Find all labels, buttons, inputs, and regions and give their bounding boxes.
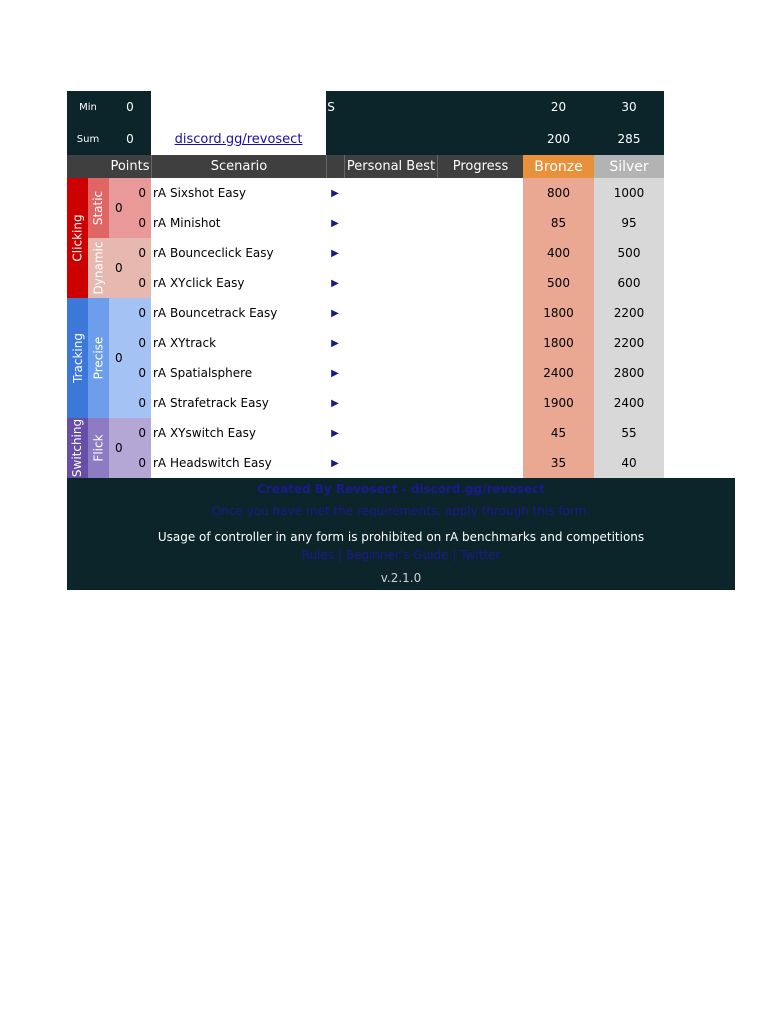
rules-link[interactable]: Rules [301, 548, 335, 562]
silver-threshold: 600 [617, 276, 641, 290]
silver-threshold: 40 [621, 456, 637, 470]
min-points: 0 [126, 100, 134, 114]
silver-threshold: 500 [617, 246, 641, 260]
scenario-name: rA XYtrack [153, 336, 217, 350]
scenario-name: rA Spatialsphere [153, 366, 253, 380]
subcategory-dynamic: Dynamic [88, 238, 109, 298]
subcategory-static: Static [88, 178, 109, 238]
row-points: 0 [138, 306, 146, 320]
row-points: 0 [138, 186, 146, 200]
header-play-blank [326, 155, 344, 178]
min-silver: 30 [621, 100, 637, 114]
discord-link[interactable]: discord.gg/revosect [174, 131, 303, 147]
bronze-threshold: 35 [550, 456, 567, 470]
row-points: 0 [138, 276, 146, 290]
subcategory-flick: Flick [88, 418, 109, 478]
play-icon[interactable]: ▶ [331, 187, 339, 199]
bronze-threshold: 500 [547, 276, 570, 290]
bronze-threshold: 400 [547, 246, 570, 260]
scenario-name: rA Sixshot Easy [153, 186, 247, 200]
silver-threshold: 55 [621, 426, 637, 440]
controller-note: Usage of controller in any form is prohibited on rA benchmarks and competitions [157, 530, 645, 544]
sum-silver: 285 [617, 132, 641, 146]
play-icon[interactable]: ▶ [331, 217, 339, 229]
bronze-threshold: 800 [547, 186, 570, 200]
scenario-name: rA XYswitch Easy [153, 426, 256, 440]
twitter-link[interactable]: Twitter [460, 548, 501, 562]
version-label: v.2.1.0 [380, 571, 422, 585]
s-fragment: S [327, 100, 335, 114]
header-points: Points [109, 155, 151, 178]
row-points: 0 [138, 426, 146, 440]
subcategory-precise: Precise [88, 298, 109, 418]
row-points: 0 [138, 456, 146, 470]
bronze-threshold: 1800 [543, 306, 574, 320]
scenario-name: rA Bounceclick Easy [153, 246, 274, 260]
silver-threshold: 1000 [613, 186, 645, 200]
row-points: 0 [138, 246, 146, 260]
play-icon[interactable]: ▶ [331, 337, 339, 349]
group-points-flick: 0 [115, 441, 123, 455]
bronze-threshold: 1800 [543, 336, 574, 350]
play-icon[interactable]: ▶ [331, 307, 339, 319]
scenario-name: rA Bouncetrack Easy [153, 306, 278, 320]
silver-threshold: 2200 [613, 306, 645, 320]
header-scenario: Scenario [151, 155, 326, 178]
scenario-name: rA XYclick Easy [153, 276, 245, 290]
scenario-name: rA Strafetrack Easy [153, 396, 269, 410]
play-icon[interactable]: ▶ [331, 277, 339, 289]
silver-threshold: 2800 [613, 366, 645, 380]
header-bronze: Bronze [523, 155, 594, 178]
category-switching: Switching [67, 418, 88, 478]
play-icon[interactable]: ▶ [331, 457, 339, 469]
row-points: 0 [138, 366, 146, 380]
sum-label: Sum [76, 133, 100, 145]
footer-links [67, 548, 735, 562]
header-progress: Progress [437, 155, 523, 178]
sum-points: 0 [126, 132, 134, 146]
play-icon[interactable]: ▶ [331, 367, 339, 379]
row-points: 0 [138, 216, 146, 230]
play-icon[interactable]: ▶ [331, 247, 339, 259]
bronze-threshold: 1900 [543, 396, 574, 410]
scenario-name: rA Headswitch Easy [153, 456, 272, 470]
created-by-link[interactable]: Created By Revosect - discord.gg/revosect [257, 482, 545, 496]
bronze-threshold: 85 [550, 216, 567, 230]
silver-threshold: 2200 [613, 336, 645, 350]
row-points: 0 [138, 336, 146, 350]
beginners-guide-link[interactable]: Beginner's Guide [345, 548, 449, 562]
footer [67, 478, 735, 590]
silver-threshold: 95 [621, 216, 637, 230]
min-label: Min [79, 101, 97, 113]
group-points-dynamic: 0 [115, 261, 123, 275]
min-bronze: 20 [550, 100, 567, 114]
row-points: 0 [138, 396, 146, 410]
header-blank [67, 155, 109, 178]
group-points-static: 0 [115, 201, 123, 215]
group-points-precise: 0 [115, 351, 123, 365]
bronze-threshold: 45 [550, 426, 567, 440]
sum-bronze: 200 [547, 132, 570, 146]
link-separator: | [452, 548, 457, 562]
category-tracking: Tracking [67, 298, 88, 418]
category-clicking: Clicking [67, 178, 88, 298]
scenario-name: rA Minishot [153, 216, 221, 230]
apply-form-link[interactable]: Once you have met the requirements, apply through this form. [211, 504, 591, 518]
bronze-threshold: 2400 [543, 366, 574, 380]
play-icon[interactable]: ▶ [331, 427, 339, 439]
play-icon[interactable]: ▶ [331, 397, 339, 409]
link-separator: | [337, 548, 342, 562]
header-personal-best: Personal Best [344, 155, 437, 178]
silver-threshold: 2400 [613, 396, 645, 410]
header-silver: Silver [594, 155, 664, 178]
